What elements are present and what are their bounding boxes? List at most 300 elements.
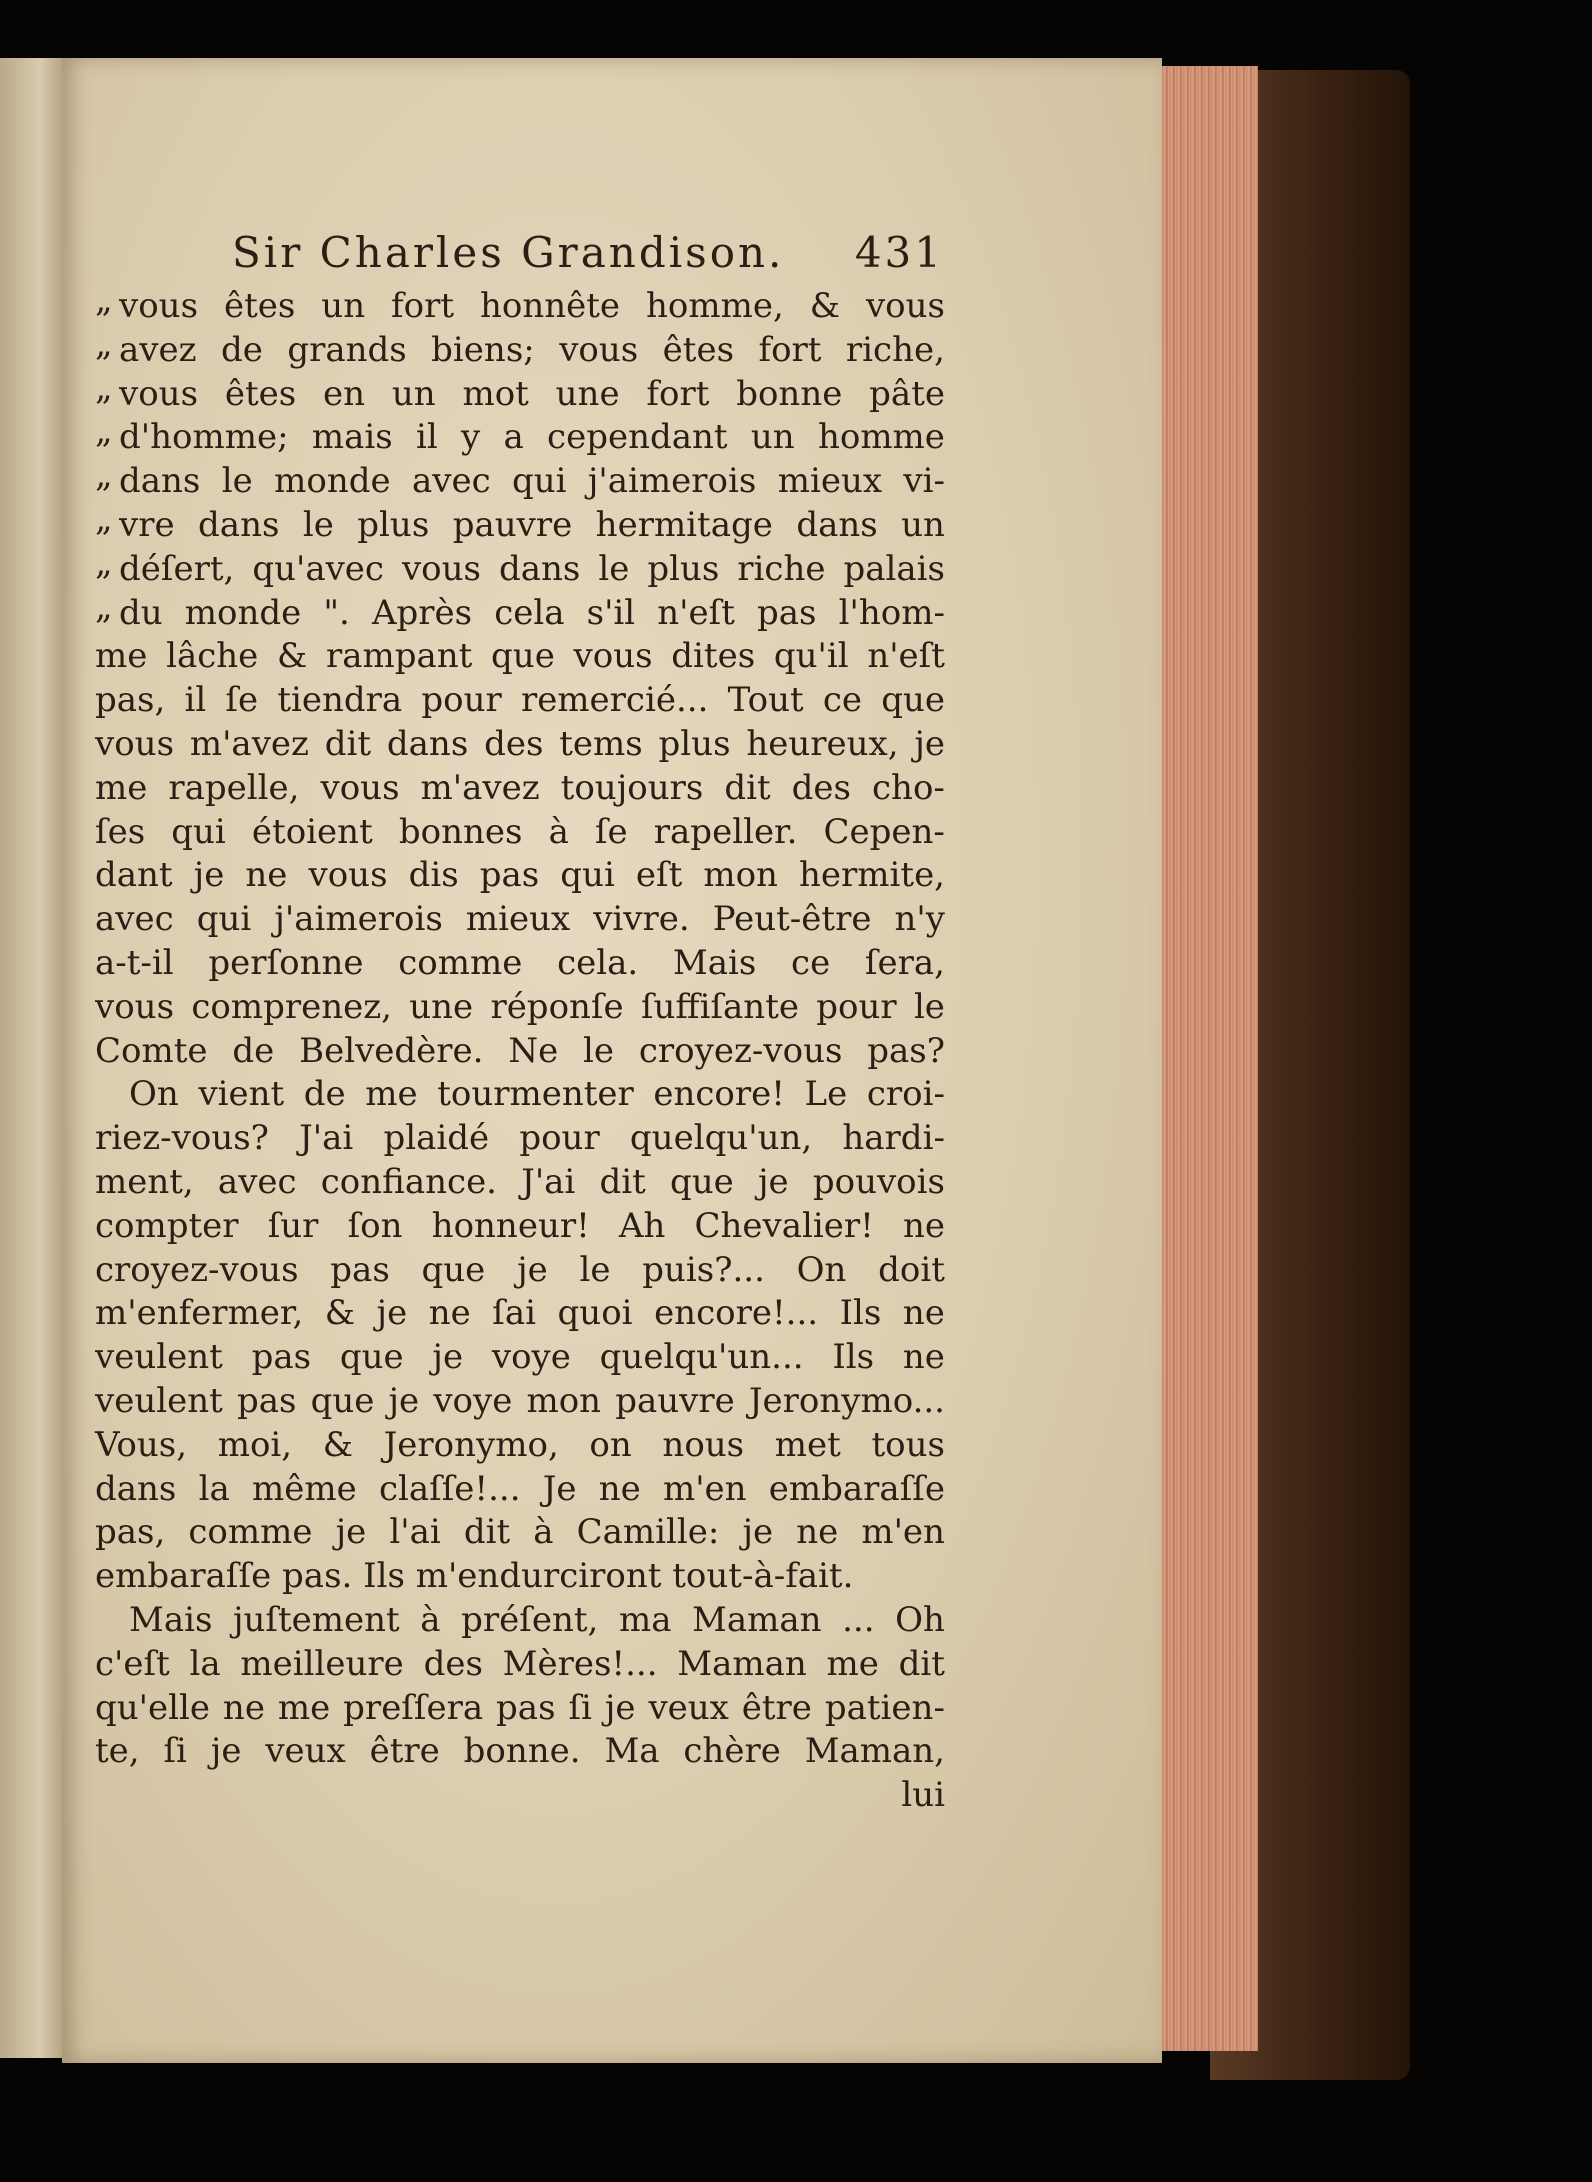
word: & (324, 1293, 356, 1334)
word: je (914, 723, 945, 764)
word: on (589, 1424, 632, 1465)
word: je (335, 1512, 367, 1553)
word: veulent (95, 1337, 223, 1378)
word: On (796, 1249, 847, 1290)
word: lui (901, 1775, 945, 1816)
word: l'ai (389, 1512, 441, 1553)
word: ſe (225, 680, 259, 721)
text-line (95, 1643, 945, 1687)
word: pour (816, 986, 897, 1027)
word: m'avez (420, 767, 540, 808)
text-line (95, 1468, 945, 1512)
word: ne (598, 1468, 641, 1509)
word: „ vre (119, 504, 175, 545)
word: pas (479, 855, 540, 896)
word: & (277, 636, 308, 677)
word: dans (796, 504, 878, 545)
word: vous (559, 329, 639, 370)
word: quelqu'un... (599, 1337, 804, 1378)
text-line (95, 1555, 945, 1599)
text-line (95, 460, 945, 504)
word: perſonne (208, 942, 364, 983)
word: un (321, 286, 366, 326)
word: cela (494, 592, 565, 633)
word: croyez-vous (638, 1030, 843, 1071)
word: Ma (604, 1731, 660, 1772)
word: la (198, 1468, 230, 1509)
word: tems (559, 723, 643, 764)
text-line (95, 1161, 945, 1205)
word: riez-vous? (95, 1118, 269, 1159)
word: Comte (95, 1030, 208, 1071)
word: que (310, 1380, 375, 1421)
text-line (95, 1336, 945, 1380)
word: vient (198, 1074, 285, 1115)
text-line (95, 767, 945, 811)
word: honneur! (431, 1205, 590, 1246)
text-line (95, 1292, 945, 1336)
word: J'ai (521, 1161, 576, 1202)
word: quelqu'un, (629, 1118, 813, 1159)
word: dit (324, 723, 372, 764)
word: que (670, 1161, 734, 1202)
word: a (503, 417, 524, 458)
word: ſera, (864, 942, 945, 983)
word: comme (188, 1512, 313, 1553)
word: pour (421, 680, 502, 721)
word: pas (757, 592, 817, 633)
word: monde (184, 592, 302, 633)
word: êtes (223, 286, 296, 326)
word: dit (463, 1512, 511, 1553)
text-line (95, 1424, 945, 1468)
word: ſai (492, 1293, 537, 1334)
word: ne (902, 1337, 945, 1378)
running-title: Sir Charles Grandison. (232, 228, 785, 277)
word: dit (898, 1643, 945, 1684)
word: monde (274, 461, 391, 502)
word: & (322, 1424, 354, 1465)
word: remercié... (520, 680, 709, 721)
text-line (95, 329, 945, 373)
word: des (791, 767, 851, 808)
word: qui (560, 855, 615, 896)
word: vous (95, 723, 175, 764)
word: ... (842, 1599, 875, 1640)
word: ſur (267, 1205, 319, 1246)
word: l'hom- (838, 592, 945, 633)
word: vivre. (593, 899, 690, 940)
word: Le (804, 1074, 848, 1115)
word: tiendra (277, 680, 403, 721)
word: vous (865, 286, 945, 326)
text-line (95, 1511, 945, 1555)
word: dans (498, 548, 581, 589)
word: bonne (736, 373, 843, 414)
text-line (95, 1599, 945, 1643)
word: riche (737, 548, 826, 589)
word: ce (822, 680, 863, 721)
word: je (210, 1731, 242, 1772)
word: Mais (672, 942, 757, 983)
word: hermitage (595, 504, 773, 545)
word: „ du (119, 592, 163, 633)
word: met (774, 1424, 841, 1465)
word: dites (671, 636, 756, 677)
word: mon (703, 855, 778, 896)
word: une (555, 373, 620, 414)
word: pas (251, 1337, 312, 1378)
word: que (421, 1249, 486, 1290)
word: qu'elle (95, 1687, 210, 1728)
word: grands (287, 329, 407, 370)
word: hermite, (799, 855, 945, 896)
word: je (193, 855, 225, 896)
word: de (232, 1030, 275, 1071)
word: moi, (217, 1424, 293, 1465)
word: vi- (903, 461, 945, 502)
word: ne (902, 1293, 945, 1334)
word: mieux (777, 461, 883, 502)
word: dans (198, 504, 280, 545)
word: palais (843, 548, 945, 589)
word: homme, (646, 286, 784, 326)
word: mon (526, 1380, 602, 1421)
word: juſtement (232, 1599, 400, 1640)
word: n'eſt (867, 636, 945, 677)
text-line (95, 1030, 945, 1074)
word: être (369, 1731, 440, 1772)
word: n'y (894, 899, 945, 940)
word: Oh (895, 1599, 945, 1640)
word: c'eſt (95, 1643, 170, 1684)
word: croyez-vous (95, 1249, 299, 1290)
word: „ d'homme; (119, 417, 289, 458)
word: je (388, 1380, 420, 1421)
word: Jeronymo... (748, 1380, 945, 1421)
word: qui (196, 899, 252, 940)
word: encore! (653, 1074, 785, 1115)
text-line (95, 1117, 945, 1161)
word: bonnes (398, 811, 523, 852)
word: J'ai (299, 1118, 354, 1159)
word: vous (320, 767, 400, 808)
word: que (491, 636, 555, 677)
word: une (409, 986, 474, 1027)
word: me (365, 1074, 418, 1115)
word: des (423, 1643, 483, 1684)
word: „ avez (119, 329, 197, 370)
word: encore!... (654, 1293, 819, 1334)
word: „ vous (119, 286, 199, 326)
word: comme (398, 942, 523, 983)
word: ſes (95, 811, 146, 852)
word: un (391, 373, 436, 414)
word: dans (95, 1468, 177, 1509)
word: lâche (166, 636, 259, 677)
word: quoi (557, 1293, 633, 1334)
text-line (95, 373, 945, 417)
word: avec (95, 899, 174, 940)
word: pas (496, 1687, 556, 1728)
word: ". (323, 592, 350, 633)
word: croi- (866, 1074, 945, 1115)
text-line (95, 504, 945, 548)
word: Maman (677, 1643, 807, 1684)
word: pas. (282, 1556, 353, 1597)
word: embaraſſe (768, 1468, 945, 1509)
word: un (750, 417, 795, 458)
word: pas (330, 1249, 390, 1290)
word: compter (95, 1205, 239, 1246)
word: que (881, 680, 945, 721)
text-line (95, 1380, 945, 1424)
word: le (598, 548, 630, 589)
word: „ déſert, (119, 548, 235, 589)
word: pouvois (812, 1161, 945, 1202)
text-line (95, 1073, 945, 1117)
word: Camille: (576, 1512, 720, 1553)
word: que (339, 1337, 404, 1378)
word: pauvre (452, 504, 573, 545)
word: biens; (431, 329, 535, 370)
word: Belvedère. (299, 1030, 484, 1071)
word: pour (519, 1118, 600, 1159)
word: ſuffiſante (640, 986, 799, 1027)
word: êtes (224, 373, 297, 414)
word: fort (646, 373, 710, 414)
body-text (95, 285, 945, 1818)
word: rapelle, (168, 767, 300, 808)
word: m'enfermer, (95, 1293, 304, 1334)
word: ne (796, 1512, 839, 1553)
word: Tout (727, 680, 804, 721)
word: eſt (635, 855, 683, 896)
word: patien- (824, 1687, 945, 1728)
word: dit (724, 767, 771, 808)
word: Après (371, 592, 473, 633)
word: Ils (839, 1293, 882, 1334)
word: je (604, 1687, 636, 1728)
running-header (232, 228, 944, 277)
text-line (95, 986, 945, 1030)
word: Ah (618, 1205, 666, 1246)
text-line (95, 898, 945, 942)
word: pas? (867, 1030, 945, 1071)
word: plus (357, 504, 430, 545)
word: tourmenter (437, 1074, 634, 1115)
word: mais (311, 417, 393, 458)
word: cependant (547, 417, 728, 458)
word: me (277, 1687, 331, 1728)
word: de (303, 1074, 346, 1115)
word: Jeronymo, (383, 1424, 559, 1465)
text-line (95, 811, 945, 855)
word: préſent, (461, 1599, 599, 1640)
word: étoient (251, 811, 373, 852)
text-line (95, 1249, 945, 1293)
word: chère (683, 1731, 781, 1772)
word: je (757, 1161, 789, 1202)
text-line (95, 679, 945, 723)
word: je (517, 1249, 548, 1290)
word: ne (902, 1205, 945, 1246)
word: „ vous (119, 373, 199, 414)
text-line (95, 592, 945, 636)
word: la (189, 1643, 221, 1684)
word: comprenez, (191, 986, 392, 1027)
text-line (95, 416, 945, 460)
word: à (533, 1512, 554, 1553)
word: voye (433, 1380, 513, 1421)
word: pas, (95, 680, 166, 721)
word: hardi- (842, 1118, 945, 1159)
word: me (95, 636, 148, 677)
text-line (95, 854, 945, 898)
word: pâte (869, 373, 945, 414)
word: „ dans (119, 461, 201, 502)
text-line (95, 723, 945, 767)
word: m'en (662, 1468, 747, 1509)
word: êtes (662, 329, 735, 370)
word: mot (462, 373, 529, 414)
word: meilleure (240, 1643, 404, 1684)
word: à (548, 811, 569, 852)
word: ne (245, 855, 288, 896)
word: je (432, 1337, 464, 1378)
text-line (95, 942, 945, 986)
word: pauvre (615, 1380, 735, 1421)
word: honnête (479, 286, 621, 326)
text-line (95, 285, 945, 329)
word: être (741, 1687, 812, 1728)
word: qu'avec (252, 548, 384, 589)
text-line (95, 635, 945, 679)
word: y (460, 417, 481, 458)
word: puis?... (642, 1249, 765, 1290)
word: ce (791, 942, 831, 983)
word: preſſera (343, 1687, 484, 1728)
word: Ils (363, 1556, 405, 1597)
word: pas, (95, 1512, 166, 1553)
word: dans (386, 723, 469, 764)
word: nous (662, 1424, 745, 1465)
word: homme (817, 417, 945, 458)
word: te, (95, 1731, 140, 1772)
word: tout-à-fait. (672, 1556, 854, 1597)
word: heureux, (746, 723, 899, 764)
word: Cepen- (823, 811, 945, 852)
word: a-t-il (95, 942, 174, 983)
word: veux (648, 1687, 729, 1728)
word: je (376, 1293, 408, 1334)
page-number: 431 (854, 228, 944, 277)
word: me (95, 767, 148, 808)
word: fort (758, 329, 822, 370)
word: ne (428, 1293, 471, 1334)
word: rampant (325, 636, 473, 677)
word: tous (871, 1424, 945, 1465)
word: doit (878, 1249, 945, 1290)
word: en (323, 373, 366, 414)
word: ſi (568, 1687, 592, 1728)
word: pas (236, 1380, 297, 1421)
word: j'aimerois (274, 899, 443, 940)
word: cela. (557, 942, 639, 983)
word: & (809, 286, 841, 326)
word: vous (573, 636, 653, 677)
text-line (95, 1205, 945, 1249)
word: Ils (832, 1337, 875, 1378)
word: le (302, 504, 334, 545)
word: bonne. (463, 1731, 581, 1772)
word: de (220, 329, 263, 370)
word: plus (647, 548, 720, 589)
word: le (583, 1030, 615, 1071)
word: dis (408, 855, 459, 896)
word: On (129, 1074, 179, 1115)
word: veux (265, 1731, 346, 1772)
word: confiance. (320, 1161, 497, 1202)
word: vous (95, 986, 175, 1027)
word: le (579, 1249, 611, 1290)
word: rapeller. (653, 811, 798, 852)
word: plaidé (383, 1118, 490, 1159)
word: qui (511, 461, 567, 502)
word: Peut-être (712, 899, 872, 940)
word: réponſe (490, 986, 624, 1027)
word: vous (401, 548, 481, 589)
word: cho- (872, 767, 945, 808)
word: le (221, 461, 253, 502)
word: des (484, 723, 544, 764)
word: ne (222, 1687, 265, 1728)
text-line (95, 548, 945, 592)
word: voye (491, 1337, 571, 1378)
word: Ne (508, 1030, 559, 1071)
word: Mères!... (502, 1643, 658, 1684)
word: qui (171, 811, 226, 852)
word: veulent (95, 1380, 223, 1421)
word: ſon (347, 1205, 403, 1246)
word: avec (217, 1161, 297, 1202)
text-line (95, 1774, 945, 1818)
word: il (184, 680, 207, 721)
word: Maman, (804, 1731, 945, 1772)
word: j'aimerois (587, 461, 757, 502)
word: Vous, (95, 1424, 188, 1465)
text-line (95, 1730, 945, 1774)
word: mieux (465, 899, 571, 940)
word: riche, (845, 329, 945, 370)
text-line (95, 1687, 945, 1731)
word: Je (542, 1468, 577, 1509)
word: s'il (586, 592, 636, 633)
word: m'en (861, 1512, 945, 1553)
word: il (415, 417, 438, 458)
word: Mais (129, 1599, 213, 1640)
word: ſe (594, 811, 628, 852)
word: le (913, 986, 945, 1027)
word: m'endurciront (415, 1556, 662, 1597)
word: ſi (163, 1731, 187, 1772)
word: dant (95, 855, 173, 896)
word: me (826, 1643, 879, 1684)
word: Maman (692, 1599, 822, 1640)
word: plus (658, 723, 731, 764)
word: vous (308, 855, 388, 896)
word: embaraſſe (95, 1556, 272, 1597)
